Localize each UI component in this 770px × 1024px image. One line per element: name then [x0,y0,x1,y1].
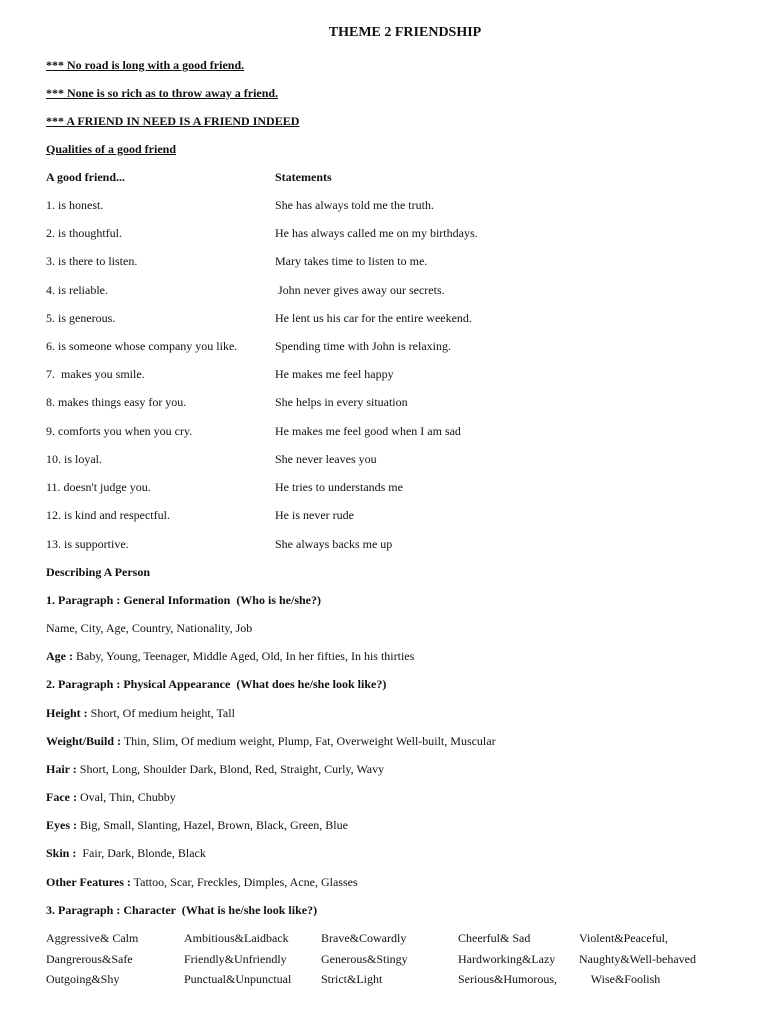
statement-text: She helps in every situation [275,395,408,409]
quality-text: 12. is kind and respectful. [46,508,170,522]
statement-text: Spending time with John is relaxing. [275,339,451,353]
quality-text: 2. is thoughtful. [46,226,123,240]
quality-text: 13. is supportive. [46,537,129,551]
statement-text: He makes me feel happy [275,367,394,381]
paragraph-3-heading: 3. Paragraph : Character (What is he/she look like?) [46,903,318,917]
other-features-line [46,875,358,890]
statement-text: He lent us his car for the entire weekend. [275,311,472,325]
eyes-text: Big, Small, Slanting, Hazel, Brown, Black, Green, Blue [77,818,348,832]
hair-text: Short, Long, Shoulder Dark, Blond, Red, Straight, Curly, Wavy [76,762,385,776]
adjective-pair: Dangrerous&Safe [46,952,133,966]
general-info-text: Name, City, Age, Country, Nationality, Job [46,621,253,635]
adjective-pair: Strict&Light [321,972,383,986]
face-line [46,790,176,805]
hair-label: Hair : [46,762,77,776]
adjective-pair: Punctual&Unpunctual [184,972,292,986]
quality-text: 1. is honest. [46,198,104,212]
age-label: Age : [46,649,73,663]
weight-text: Thin, Slim, Of medium weight, Plump, Fat, Overweight Well-built, Muscular [121,734,496,748]
document-title: THEME 2 FRIENDSHIP [328,25,482,40]
other-features-label: Other Features : [46,875,131,889]
column-header-friend: A good friend... [46,170,126,184]
face-label: Face : [46,790,77,804]
adjective-pair: Aggressive& Calm [46,931,139,945]
paragraph-1-heading: 1. Paragraph : General Information (Who is he/she?) [46,593,321,607]
statement-text: She never leaves you [275,452,377,466]
quote-3: *** A FRIEND IN NEED IS A FRIEND INDEED [46,114,300,128]
adjective-pair: Hardworking&Lazy [458,952,556,966]
quote-1: *** No road is long with a good friend. [46,58,245,72]
statement-text: He makes me feel good when I am sad [275,424,461,438]
adjective-pair: Ambitious&Laidback [184,931,289,945]
height-label: Height : [46,706,88,720]
eyes-line [46,818,348,833]
quality-text: 11. doesn't judge you. [46,480,151,494]
adjective-pair: Brave&Cowardly [321,931,407,945]
skin-line [46,846,206,861]
adjective-pair: Outgoing&Shy [46,972,120,986]
quality-text: 9. comforts you when you cry. [46,424,193,438]
quality-text: 10. is loyal. [46,452,102,466]
column-header-statements: Statements [275,170,332,184]
other-features-text: Tattoo, Scar, Freckles, Dimples, Acne, Glasses [130,875,358,889]
adjective-pair: Friendly&Unfriendly [184,952,287,966]
height-line [46,706,235,721]
qualities-heading: Qualities of a good friend [46,142,177,156]
statement-text: She always backs me up [275,537,393,551]
paragraph-2-heading: 2. Paragraph : Physical Appearance (What does he/she look like?) [46,677,387,691]
weight-label: Weight/Build : [46,734,122,748]
quality-text: 5. is generous. [46,311,116,325]
adjective-pair: Naughty&Well-behaved [579,952,696,966]
adjective-pair: Generous&Stingy [321,952,408,966]
adjective-pair: Serious&Humorous, [458,972,557,986]
statement-text: He tries to understands me [275,480,403,494]
age-line [46,649,414,664]
describing-heading: Describing A Person [46,565,150,579]
skin-label: Skin : [46,846,77,860]
adjective-pair: Wise&Foolish [579,972,661,986]
face-text: Oval, Thin, Chubby [76,790,176,804]
quote-2: *** None is so rich as to throw away a friend. [46,86,279,100]
quality-text: 7. makes you smile. [46,367,145,381]
adjective-pair: Violent&Peaceful, [579,931,668,945]
hair-line [46,762,384,777]
eyes-label: Eyes : [46,818,77,832]
statement-text: He is never rude [275,508,354,522]
skin-text: Fair, Dark, Blonde, Black [76,846,206,860]
statement-text: Mary takes time to listen to me. [275,254,428,268]
statement-text: He has always called me on my birthdays. [275,226,478,240]
statement-text: John never gives away our secrets. [275,283,445,297]
age-text: Baby, Young, Teenager, Middle Aged, Old, In her fifties, In his thirties [73,649,415,663]
height-text: Short, Of medium height, Tall [87,706,235,720]
quality-text: 8. makes things easy for you. [46,395,187,409]
quality-text: 3. is there to listen. [46,254,138,268]
quality-text: 4. is reliable. [46,283,108,297]
quality-text: 6. is someone whose company you like. [46,339,238,353]
statement-text: She has always told me the truth. [275,198,434,212]
weight-line [46,734,496,749]
adjective-pair: Cheerful& Sad [458,931,531,945]
